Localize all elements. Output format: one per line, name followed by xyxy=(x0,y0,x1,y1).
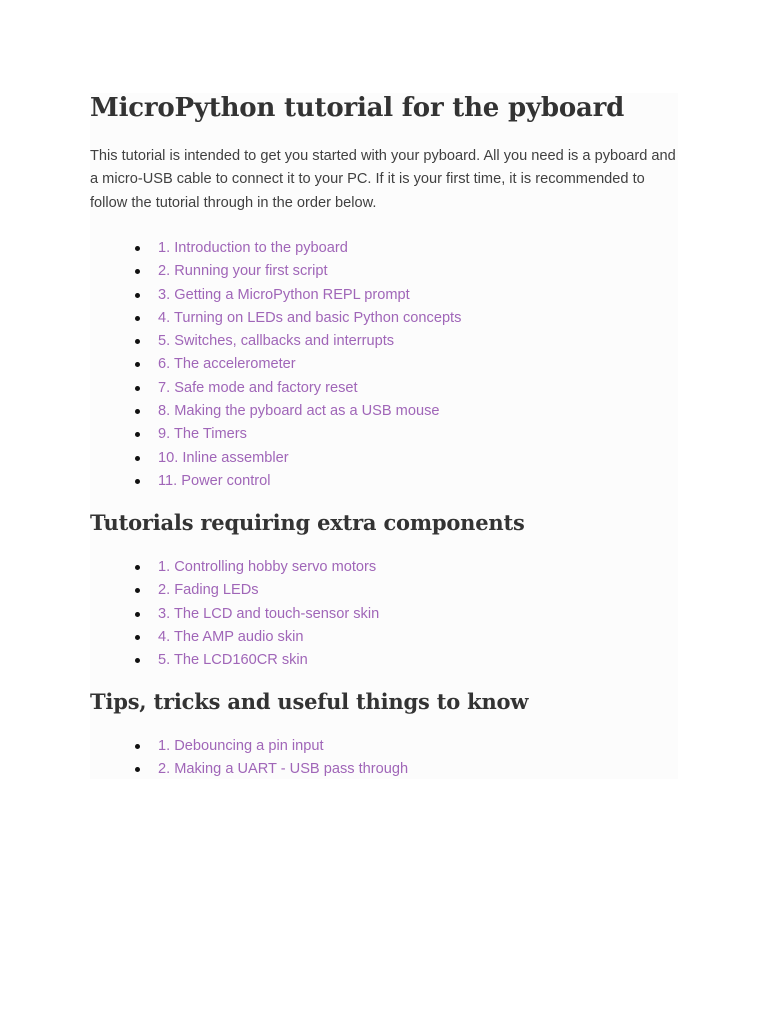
main-tutorial-list xyxy=(90,237,461,493)
list-item xyxy=(90,400,461,423)
tips-list xyxy=(90,735,408,782)
tutorial-link-accelerometer[interactable]: 6. The accelerometer xyxy=(158,356,296,373)
bullet-icon xyxy=(135,635,140,640)
section-heading-extra-components: Tutorials requiring extra components xyxy=(90,510,525,535)
tutorial-link-safe-mode[interactable]: 7. Safe mode and factory reset xyxy=(158,379,358,396)
page-title: MicroPython tutorial for the pyboard xyxy=(90,93,625,123)
bullet-icon xyxy=(135,386,140,391)
tutorial-link-amp-skin[interactable]: 4. The AMP audio skin xyxy=(158,628,304,645)
list-item xyxy=(90,626,379,649)
list-item xyxy=(90,307,461,330)
bullet-icon xyxy=(135,339,140,344)
tutorial-link-inline-assembler[interactable]: 10. Inline assembler xyxy=(158,449,289,466)
tutorial-link-power-control[interactable]: 11. Power control xyxy=(158,472,271,489)
bullet-icon xyxy=(135,432,140,437)
bullet-icon xyxy=(135,269,140,274)
list-item xyxy=(90,649,379,672)
tutorial-link-usb-mouse[interactable]: 8. Making the pyboard act as a USB mouse xyxy=(158,403,440,420)
bullet-icon xyxy=(135,456,140,461)
tutorial-link-uart-usb[interactable]: 2. Making a UART - USB pass through xyxy=(158,761,409,778)
list-item xyxy=(90,237,461,260)
bullet-icon xyxy=(135,293,140,298)
list-item xyxy=(90,603,379,626)
bullet-icon xyxy=(135,767,140,772)
extra-components-list xyxy=(90,556,379,672)
bullet-icon xyxy=(135,246,140,251)
list-item xyxy=(90,330,461,353)
tutorial-link-leds[interactable]: 4. Turning on LEDs and basic Python concepts xyxy=(158,309,462,326)
intro-paragraph: This tutorial is intended to get you started with your pyboard. All you need is a pyboard and a micro-USB cable to connect it to your PC. If it is your first time, it is recommended to follow the tutorial through in the order below. xyxy=(90,148,676,211)
tutorial-link-fading-leds[interactable]: 2. Fading LEDs xyxy=(158,582,259,599)
list-item xyxy=(90,353,461,376)
tutorial-link-lcd160cr[interactable]: 5. The LCD160CR skin xyxy=(158,652,308,669)
bullet-icon xyxy=(135,588,140,593)
list-item xyxy=(90,377,461,400)
tutorial-link-debouncing[interactable]: 1. Debouncing a pin input xyxy=(158,738,324,754)
list-item xyxy=(90,556,379,579)
list-item xyxy=(90,758,408,781)
list-item xyxy=(90,735,408,758)
bullet-icon xyxy=(135,316,140,321)
bullet-icon xyxy=(135,409,140,414)
bullet-icon xyxy=(135,658,140,663)
list-item xyxy=(90,470,461,493)
bullet-icon xyxy=(135,565,140,570)
tutorial-link-first-script[interactable]: 2. Running your first script xyxy=(158,263,328,280)
bullet-icon xyxy=(135,479,140,484)
tutorial-link-servo[interactable]: 1. Controlling hobby servo motors xyxy=(158,559,377,575)
list-item xyxy=(90,423,461,446)
tutorial-link-timers[interactable]: 9. The Timers xyxy=(158,426,247,443)
tutorial-link-repl[interactable]: 3. Getting a MicroPython REPL prompt xyxy=(158,286,410,303)
bullet-icon xyxy=(135,612,140,617)
tutorial-link-lcd-skin[interactable]: 3. The LCD and touch-sensor skin xyxy=(158,605,380,622)
list-item xyxy=(90,579,379,602)
list-item xyxy=(90,260,461,283)
list-item xyxy=(90,447,461,470)
section-heading-tips: Tips, tricks and useful things to know xyxy=(90,689,529,714)
list-item xyxy=(90,284,461,307)
bullet-icon xyxy=(135,362,140,367)
bullet-icon xyxy=(135,744,140,749)
tutorial-link-introduction[interactable]: 1. Introduction to the pyboard xyxy=(158,240,348,256)
tutorial-link-switches[interactable]: 5. Switches, callbacks and interrupts xyxy=(158,333,395,350)
